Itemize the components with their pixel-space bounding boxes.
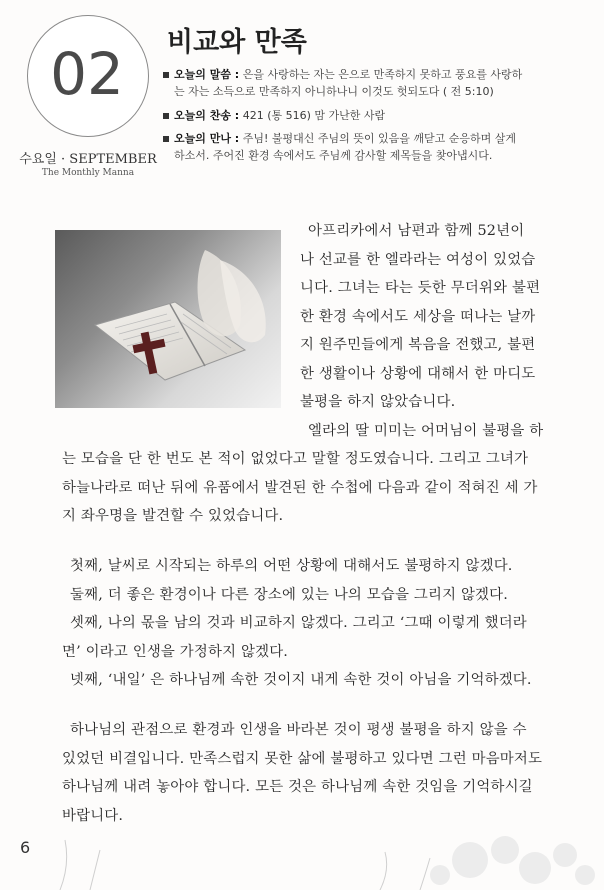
bible-hands-image	[55, 230, 281, 408]
text-line: 하나님께 내려 놓아야 합니다. 모든 것은 하나님께 속한 것임을 기억하시길	[62, 779, 533, 795]
motto-list	[62, 552, 562, 695]
page-title: 비교와 만족	[167, 27, 307, 58]
page-number: 6	[20, 838, 31, 857]
bullet-square-icon	[163, 136, 169, 142]
todays-word-label: 오늘의 말씀 :	[174, 68, 240, 81]
todays-hymn-label: 오늘의 찬송 :	[174, 109, 240, 122]
todays-manna-label: 오늘의 만나 :	[174, 132, 240, 145]
todays-manna-text-1: 주님! 불평대신 주님의 뜻이 있음을 깨닫고 순응하며 살게	[242, 132, 516, 145]
text-line: 니다. 그녀는 타는 듯한 무더위와 불편	[300, 280, 541, 296]
todays-manna-text-2: 하소서. 주어진 환경 속에서도 주님께 감사할 제목들을 찾아냅시다.	[174, 149, 493, 162]
text-line: 아프리카에서 남편과 함께 52년이	[308, 223, 525, 239]
text-line: 있었던 비결입니다. 만족스럽지 못한 삶에 불평하고 있다면 그런 마음마저도	[62, 750, 543, 767]
text-line: 셋째, 나의 몫을 남의 것과 비교하지 않겠다. 그리고 ‘그때 이렇게 했더라	[70, 615, 527, 631]
text-line: 둘째, 더 좋은 환경이나 다른 장소에 있는 나의 모습을 그리지 않겠다.	[70, 586, 509, 603]
text-line: 나 선교를 한 엘라라는 여성이 있었습	[300, 251, 536, 268]
day-number: 02	[50, 40, 124, 108]
todays-hymn-text: 421 (통 516) 맘 가난한 사람	[242, 109, 386, 122]
text-line: 는 모습을 단 한 번도 본 적이 없었다고 말할 정도였습니다. 그리고 그녀가	[62, 451, 529, 467]
text-line: 첫째, 날씨로 시작되는 하루의 어떤 상황에 대해서도 불평하지 않겠다.	[70, 558, 513, 574]
text-line: 넷째, ‘내일’ 은 하나님께 속한 것이지 내게 속한 것이 아님을 기억하겠다.	[70, 672, 532, 688]
text-line: 하나님의 관점으로 환경과 인생을 바라본 것이 평생 불평을 하지 않을 수	[70, 722, 527, 738]
text-line: 지 원주민들에게 복음을 전했고, 불편	[300, 337, 536, 353]
todays-word	[163, 66, 543, 100]
flower-decoration	[0, 780, 604, 890]
todays-word-text-1: 은을 사랑하는 자는 은으로 만족하지 못하고 풍요를 사랑하	[242, 68, 523, 81]
text-line: 불평을 하지 않았습니다.	[300, 394, 456, 410]
text-line: 엘라의 딸 미미는 어머님이 불평을 하	[308, 422, 544, 439]
date-line: 수요일 · SEPTEMBER	[19, 152, 157, 167]
bullet-square-icon	[163, 113, 169, 119]
story-right-column	[300, 217, 560, 445]
text-line: 하늘나라로 떠난 뒤에 유품에서 발견된 한 수첩에 다음과 같이 적혀진 세 가	[62, 479, 538, 496]
todays-word-text-2: 는 자는 소득으로 만족하지 아니하나니 이것도 헛되도다 ( 전 5:10)	[174, 85, 494, 98]
text-line: 한 생활이나 상황에 대해서 한 마디도	[300, 365, 536, 382]
text-line: 바랍니다.	[62, 807, 124, 824]
story-continued	[62, 445, 562, 531]
todays-manna	[163, 130, 543, 164]
text-line: 지 좌우명을 발견할 수 있었습니다.	[62, 508, 284, 524]
bullet-square-icon	[163, 72, 169, 78]
todays-hymn	[163, 107, 543, 124]
bible-photo	[55, 230, 281, 408]
text-line: 면’ 이라고 인생을 가정하지 않겠다.	[62, 643, 289, 660]
text-line: 한 환경 속에서도 세상을 떠나는 날까	[300, 308, 536, 325]
magazine-name: The Monthly Manna	[41, 168, 135, 178]
